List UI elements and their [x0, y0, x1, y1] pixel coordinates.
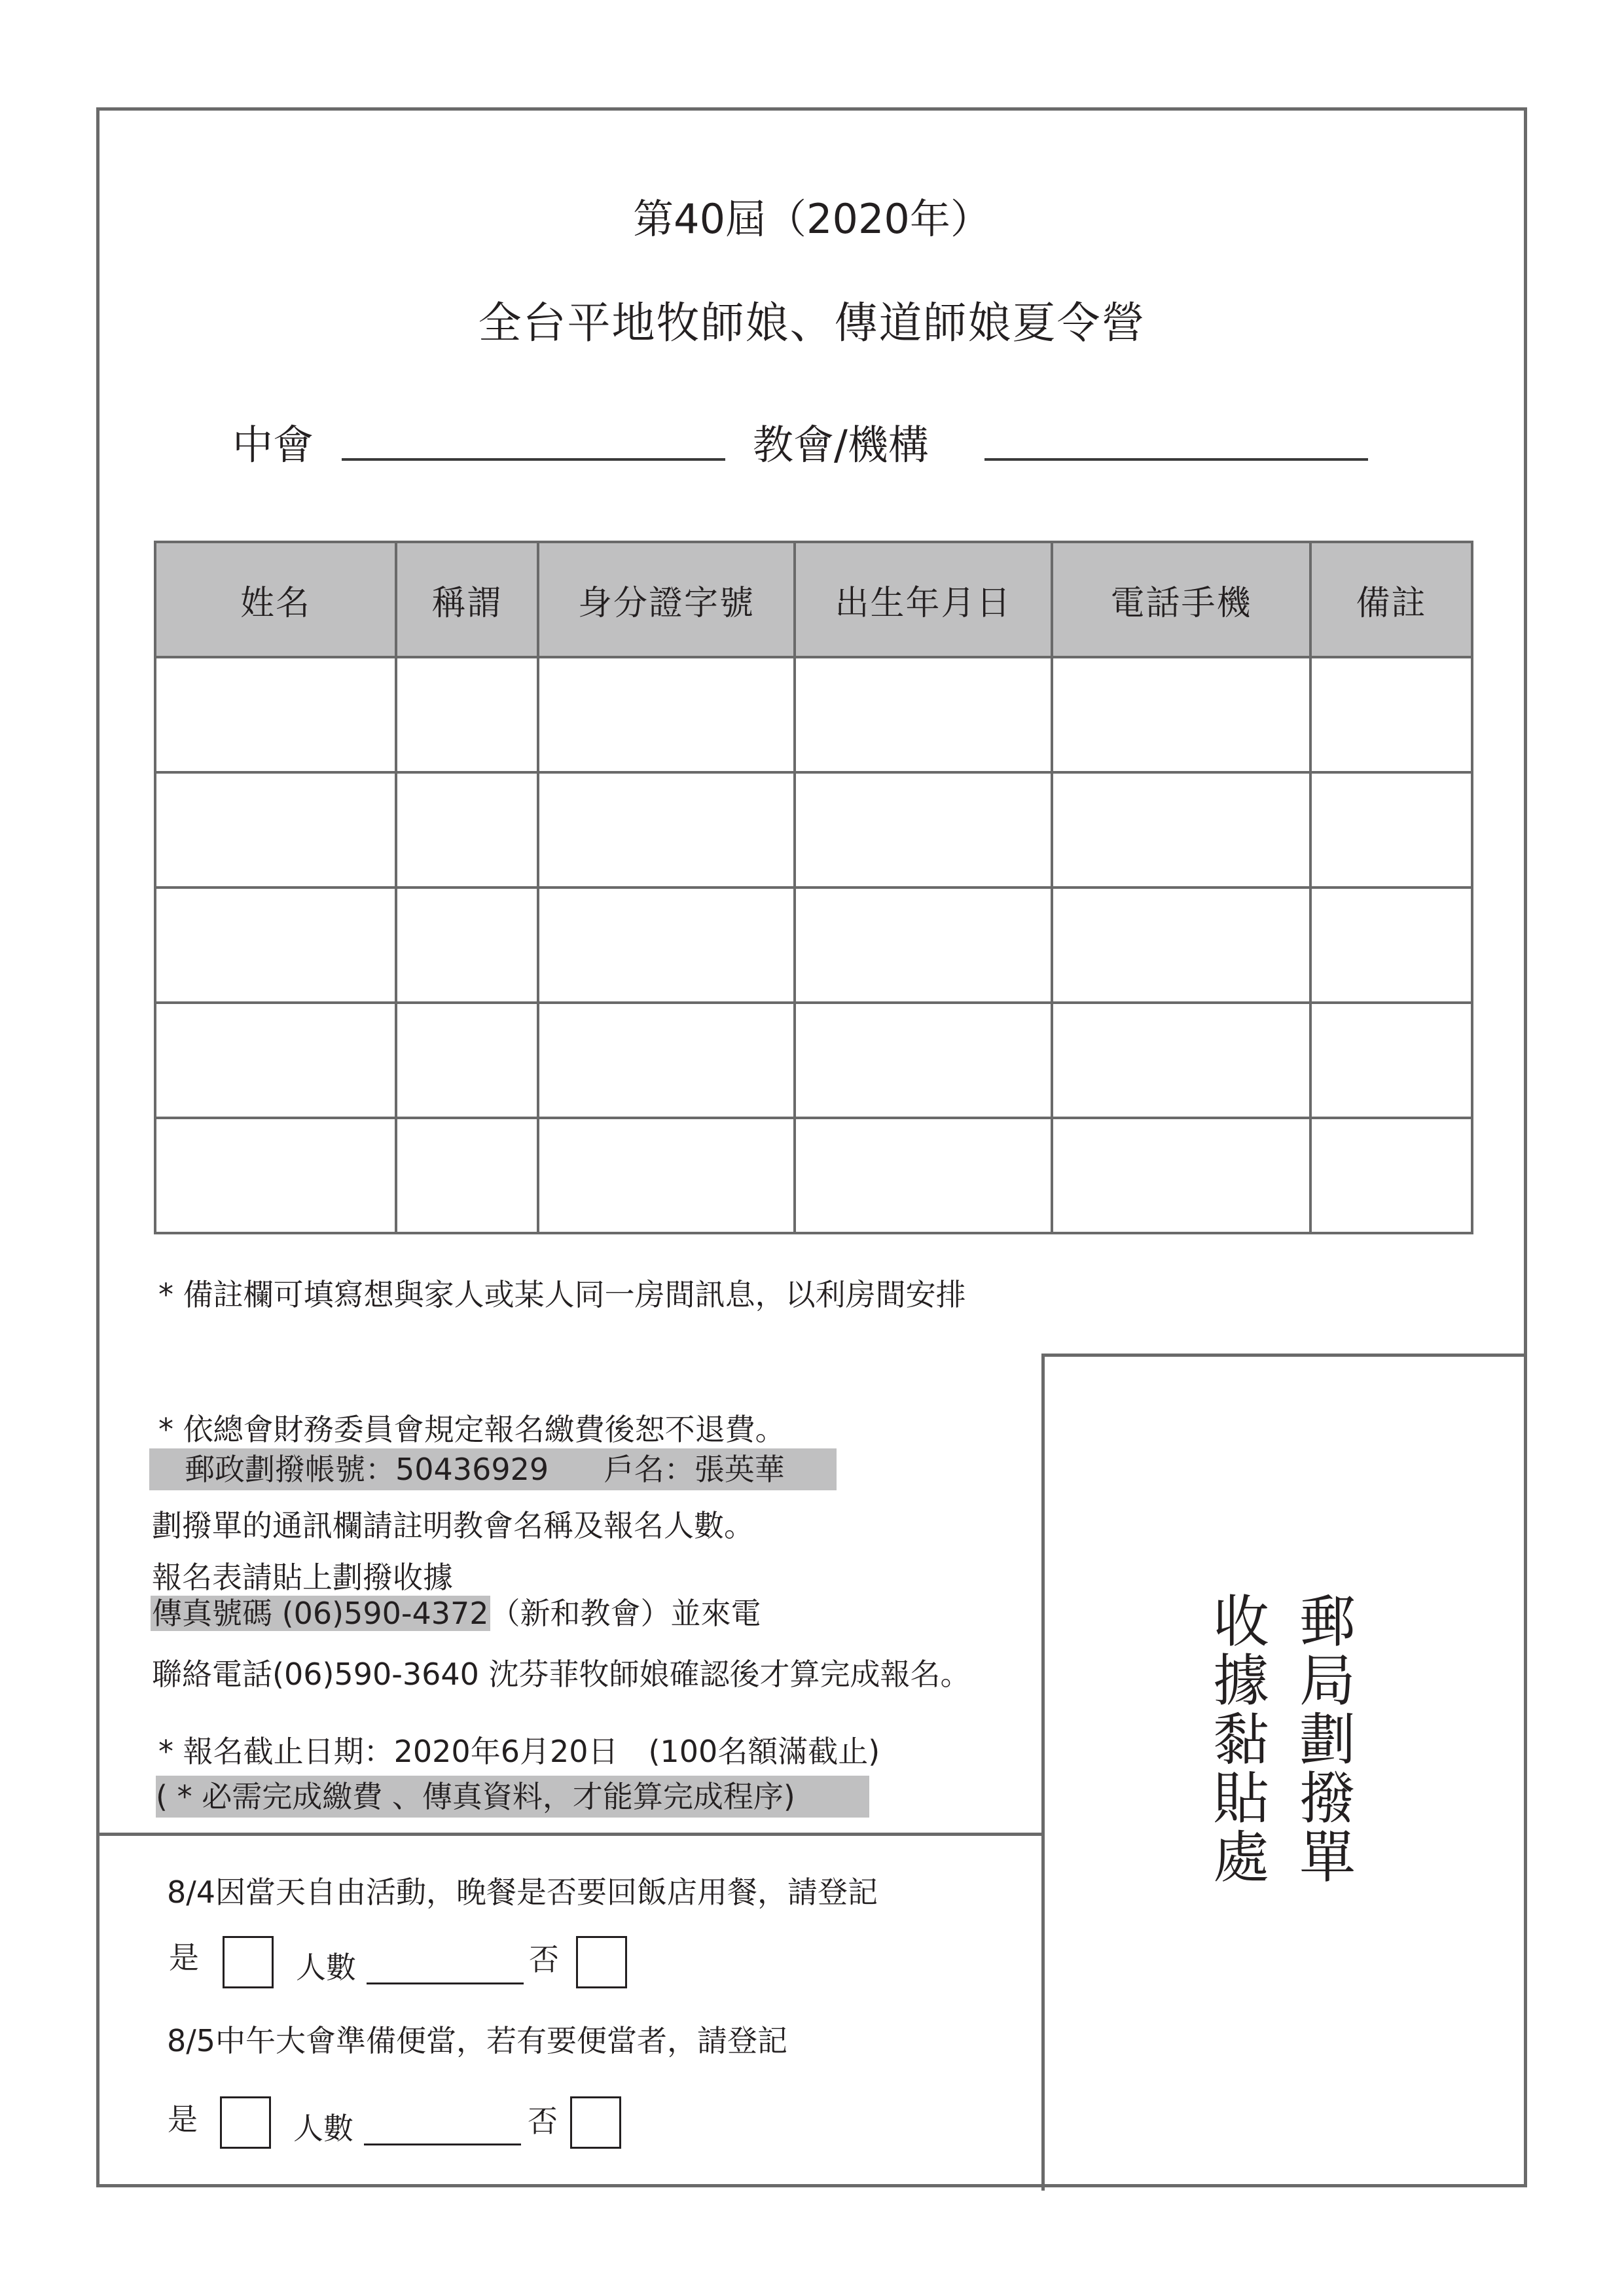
- cell-remarks[interactable]: [1310, 1003, 1472, 1118]
- cell-title[interactable]: [396, 1118, 538, 1233]
- cell-id-number[interactable]: [538, 1003, 795, 1118]
- table-row: [155, 888, 1472, 1003]
- table-row: [155, 657, 1472, 772]
- column-header-phone: 電話手機: [1052, 542, 1310, 657]
- postal-account: 郵政劃撥帳號：50436929: [185, 1452, 549, 1487]
- table-row: [155, 1118, 1472, 1233]
- lunch-count-field[interactable]: [364, 2144, 521, 2145]
- registration-table: [154, 541, 1473, 1234]
- cell-birthdate[interactable]: [795, 657, 1052, 772]
- meal-question-dinner: 8/4因當天自由活動，晚餐是否要回飯店用餐，請登記: [167, 1874, 878, 1910]
- cell-phone[interactable]: [1052, 772, 1310, 888]
- remark-note: * 備註欄可填寫想與家人或某人同一房間訊息，以利房間安排: [158, 1277, 966, 1312]
- presbytery-field[interactable]: [342, 458, 725, 461]
- section-divider: [98, 1833, 1043, 1836]
- lunch-no-label: 否: [528, 2104, 558, 2139]
- deadline-note: * 報名截止日期：2020年6月20日 (100名額滿截止): [158, 1734, 880, 1769]
- receipt-label-line2: 收據黏貼處: [1203, 1592, 1269, 1886]
- cell-birthdate[interactable]: [795, 1118, 1052, 1233]
- church-label: 教會/機構: [753, 421, 929, 469]
- cell-id-number[interactable]: [538, 772, 795, 888]
- contact-note: 聯絡電話(06)590-3640 沈芬菲牧師娘確認後才算完成報名。: [152, 1657, 971, 1692]
- event-title: 全台平地牧師娘、傳道師娘夏令營: [478, 298, 1146, 348]
- cell-id-number[interactable]: [538, 657, 795, 772]
- receipt-label-line1: 郵局劃撥單: [1290, 1592, 1355, 1886]
- table-row: [155, 1003, 1472, 1118]
- column-header-id-number: 身分證字號: [538, 542, 795, 657]
- table-row: [155, 772, 1472, 888]
- meal-question-lunch: 8/5中午大會準備便當，若有要便當者，請登記: [167, 2023, 788, 2058]
- cell-phone[interactable]: [1052, 888, 1310, 1003]
- column-header-title: 稱謂: [396, 542, 538, 657]
- cell-name[interactable]: [155, 888, 396, 1003]
- dinner-count-field[interactable]: [367, 1982, 524, 1984]
- cell-birthdate[interactable]: [795, 772, 1052, 888]
- refund-note: * 依總會財務委員會規定報名繳費後恕不退費。: [158, 1412, 785, 1447]
- dinner-count-label: 人數: [296, 1950, 356, 1985]
- cell-phone[interactable]: [1052, 1118, 1310, 1233]
- lunch-yes-label: 是: [168, 2102, 198, 2137]
- cell-remarks[interactable]: [1310, 888, 1472, 1003]
- attach-receipt-note: 報名表請貼上劃撥收據: [152, 1560, 453, 1595]
- postal-account-highlight: [149, 1448, 837, 1490]
- cell-id-number[interactable]: [538, 1118, 795, 1233]
- cell-remarks[interactable]: [1310, 772, 1472, 888]
- presbytery-label: 中會: [232, 421, 314, 469]
- lunch-count-label: 人數: [293, 2111, 353, 2146]
- cell-id-number[interactable]: [538, 888, 795, 1003]
- cell-birthdate[interactable]: [795, 1003, 1052, 1118]
- cell-title[interactable]: [396, 888, 538, 1003]
- church-field[interactable]: [984, 458, 1368, 461]
- cell-phone[interactable]: [1052, 657, 1310, 772]
- fax-number: 傳真號碼 (06)590-4372: [152, 1596, 489, 1631]
- receipt-paste-area: [1041, 1354, 1527, 2191]
- lunch-no-checkbox[interactable]: [570, 2096, 621, 2149]
- cell-name[interactable]: [155, 1003, 396, 1118]
- dinner-no-label: 否: [529, 1942, 559, 1977]
- dinner-yes-label: 是: [169, 1940, 199, 1975]
- column-header-remarks: 備註: [1310, 542, 1472, 657]
- edition-title: 第40屆（2020年）: [633, 195, 991, 243]
- cell-name[interactable]: [155, 1118, 396, 1233]
- cell-title[interactable]: [396, 657, 538, 772]
- column-header-name: 姓名: [155, 542, 396, 657]
- table-header-row: [155, 542, 1472, 657]
- cell-title[interactable]: [396, 772, 538, 888]
- lunch-yes-checkbox[interactable]: [220, 2096, 271, 2149]
- fax-suffix: （新和教會）並來電: [490, 1596, 761, 1631]
- cell-name[interactable]: [155, 772, 396, 888]
- completion-note: ( * 必需完成繳費 、傳真資料，才能算完成程序): [156, 1776, 869, 1818]
- cell-name[interactable]: [155, 657, 396, 772]
- dinner-yes-checkbox[interactable]: [223, 1936, 274, 1988]
- cell-birthdate[interactable]: [795, 888, 1052, 1003]
- dinner-no-checkbox[interactable]: [576, 1936, 627, 1988]
- transfer-note: 劃撥單的通訊欄請註明教會名稱及報名人數。: [152, 1508, 754, 1543]
- cell-title[interactable]: [396, 1003, 538, 1118]
- column-header-birthdate: 出生年月日: [795, 542, 1052, 657]
- cell-phone[interactable]: [1052, 1003, 1310, 1118]
- cell-remarks[interactable]: [1310, 1118, 1472, 1233]
- account-name: 戶名：張英華: [604, 1452, 785, 1487]
- fax-line: [151, 1592, 761, 1634]
- cell-remarks[interactable]: [1310, 657, 1472, 772]
